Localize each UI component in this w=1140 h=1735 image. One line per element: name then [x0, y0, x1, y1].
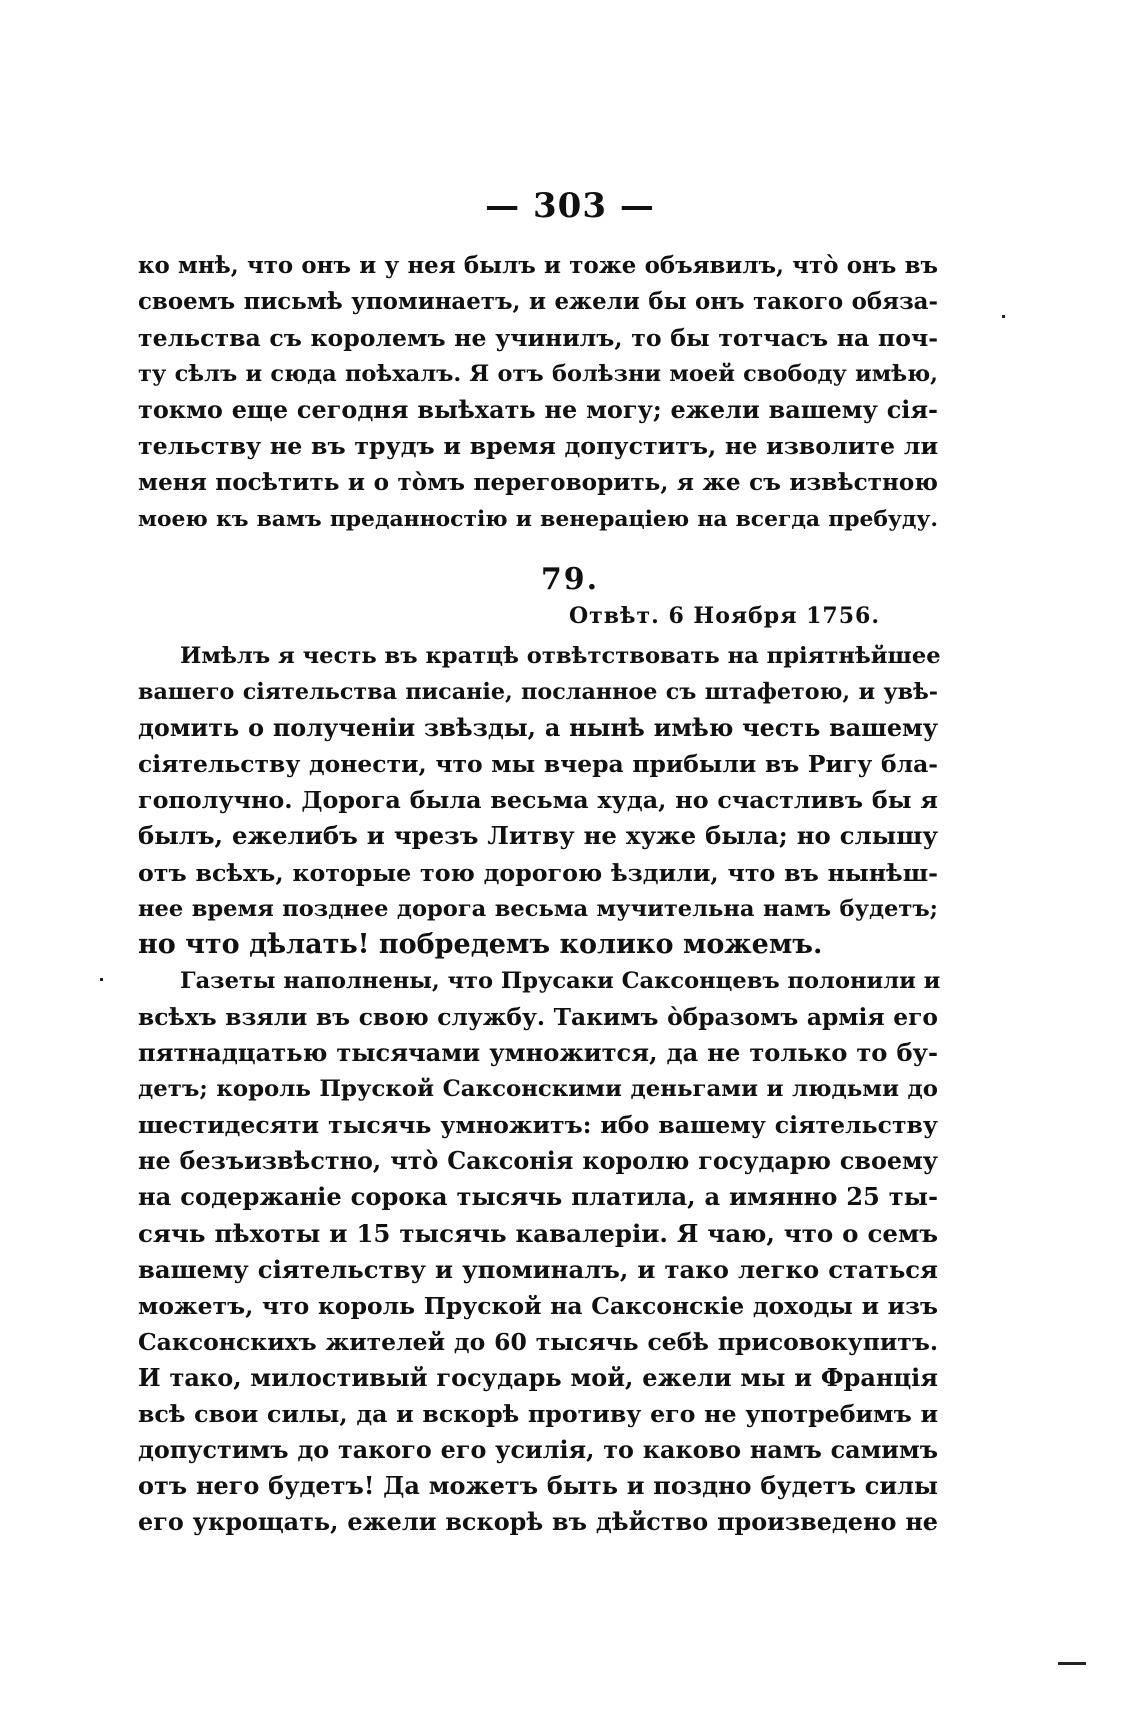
text-line: шестидесяти тысячь умножитъ: ибо вашему сіятельству [138, 1111, 938, 1140]
text-line: моею къ вамъ преданностію и венераціею на всегда пребуду. [138, 505, 938, 532]
text-line: сячь пѣхоты и 15 тысячь кавалеріи. Я чаю, что о семъ [138, 1218, 938, 1248]
text-line: домить о полученіи звѣзды, а нынѣ имѣю честь вашему [138, 714, 938, 743]
reply-date: Отвѣт. 6 Ноября 1756. [568, 603, 880, 629]
scan-speck [1002, 315, 1005, 318]
text-line: тельству не въ трудъ и время допуститъ, не изволите ли [138, 432, 938, 461]
text-line: нее время позднее дорога весьма мучительна намъ будетъ; [138, 895, 938, 922]
text-line: допустимъ до такого его усилія, то каково намъ самимъ [138, 1436, 938, 1465]
text-line: всѣ свои силы, да и вскорѣ противу его не употребимъ и [138, 1399, 938, 1428]
text-line: сіятельству донести, что мы вчера прибыли въ Ригу бла- [138, 750, 938, 779]
previous-letter-continuation [138, 248, 938, 537]
text-line: ко мнѣ, что онъ и у нея былъ и тоже объявилъ, что̀ онъ въ [138, 253, 938, 279]
text-line: своемъ письмѣ упоминаетъ, и ежели бы онъ такого обяза- [138, 289, 938, 316]
text-line: пятнадцатью тысячами умножится, да не только то бу- [138, 1038, 938, 1068]
page-number: — 303 — [485, 186, 655, 226]
text-line: вашему сіятельству и упоминалъ, и тако легко статься [138, 1254, 938, 1284]
text-line: вашего сіятельства писаніе, посланное съ штафетою, и увѣ- [138, 679, 938, 706]
scan-speck [100, 978, 103, 981]
scan-mark [1058, 1662, 1086, 1665]
text-line: Саксонскихъ жителей до 60 тысячь себѣ присовокупитъ. [138, 1327, 938, 1356]
text-line: И тако, милостивый государь мой, ежели мы и Франція [138, 1362, 938, 1392]
text-line: всѣхъ взяли въ свою службу. Такимъ о̀бразомъ армія его [138, 1002, 938, 1031]
text-line: Газеты наполнены, что Прусаки Саксонцевъ полонили и [180, 967, 941, 994]
text-line: Имѣлъ я честь въ кратцѣ отвѣтствовать на пріятнѣйшее [180, 643, 941, 669]
text-line: токмо еще сегодня выѣхать не могу; ежели вашему сія- [138, 396, 938, 425]
letter-body [138, 638, 941, 1540]
text-line: его укрощать, ежели вскорѣ въ дѣйство произведено не [138, 1508, 938, 1537]
text-line: можетъ, что король Пруской на Саксонскіе доходы и изъ [138, 1291, 938, 1320]
text-line: тельства съ королемъ не учинилъ, то бы тотчасъ на поч- [138, 324, 938, 353]
text-line: не безъизвѣстно, что̀ Саксонія королю государю своему [138, 1147, 938, 1176]
text-line: былъ, ежелибъ и чрезъ Литву не хуже была; но слышу [138, 821, 938, 851]
text-line: на содержаніе сорока тысячь платила, а имянно 25 ты- [138, 1182, 938, 1212]
text-line: отъ всѣхъ, которые тою дорогою ѣздили, что въ нынѣш- [138, 858, 938, 887]
text-line: гополучно. Дорога была весьма худа, но счастливъ бы я [138, 786, 938, 815]
text-line: детъ; король Пруской Саксонскими деньгами и людьми до [138, 1076, 938, 1103]
letter-number: 79. [540, 562, 600, 597]
text-line: меня посѣтить и о то̀мъ переговорить, я же съ извѣстною [138, 468, 938, 496]
text-line: но что дѣлать! побредемъ колико можемъ. [138, 928, 823, 960]
text-line: отъ него будетъ! Да можетъ быть и поздно будетъ силы [138, 1472, 938, 1501]
text-line: ту сѣлъ и сюда поѣхалъ. Я отъ болѣзни моей свободу имѣю, [138, 361, 938, 388]
